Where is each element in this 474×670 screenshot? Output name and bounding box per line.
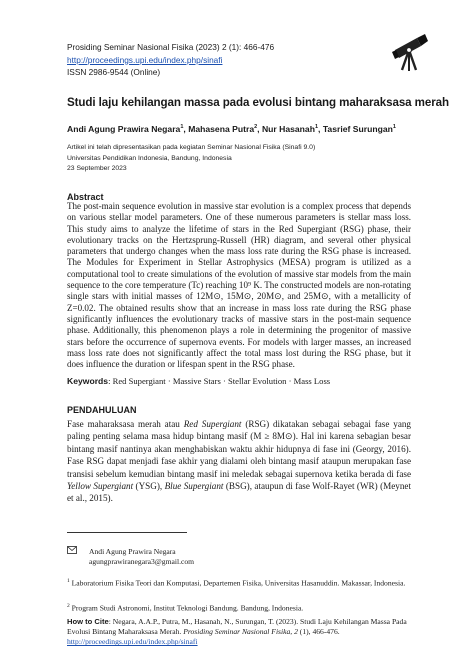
footnote-text: Program Studi Astronomi, Institut Teknologi Bandung. Bandung, Indonesia.	[69, 603, 304, 613]
cite-text: : Negara, A.A.P., Putra, M., Hasanah, N., Surungan, T. (2023). Studi Laju Kehilangan Massa Pada Evolusi Bintang Maharaksasa Merah.	[67, 617, 407, 637]
footnote-divider	[67, 532, 187, 533]
affiliation-mark: 1	[392, 124, 396, 131]
author-name: Tasrief Surungan	[322, 124, 393, 134]
introduction-paragraph	[67, 418, 411, 505]
section-heading: PENDAHULUAN	[67, 405, 137, 415]
intro-text: (RSG) dikatakan sebagai sebagai fase yang paling penting selama masa hidup bintang masif (M ≥ 8M⊙). Hal ini karena sebagian besar bintang masif nantinya akan menghabiskan waktu akhir hidupnya di fase ini (Georgy, 2016). Fase RSG dapat menjadi fase akhir yang dialami oleh bintang masif ataupun merupakan fase transisi sebelum kemudian bintang masif ini meledak sebagai supernova ketika berada di fase	[67, 419, 411, 479]
issn: ISSN 2986-9544 (Online)	[67, 67, 161, 77]
author-name: Mahasena Putra	[188, 124, 255, 134]
intro-text: (YSG),	[133, 481, 165, 492]
telescope-icon	[389, 30, 433, 74]
author-name: Andi Agung Prawira Negara	[67, 124, 181, 134]
affiliation-mark: 1	[180, 124, 184, 131]
presentation-info	[67, 143, 315, 175]
presentation-venue: Universitas Pendidikan Indonesia, Bandung, Indonesia	[67, 154, 232, 162]
how-to-cite	[67, 617, 411, 648]
footnote-affiliation-2	[67, 601, 411, 614]
author-name: Nur Hasanah	[261, 124, 315, 134]
journal-url-link[interactable]: http://proceedings.upi.edu/index.php/sinafi	[67, 54, 223, 65]
keywords	[67, 376, 330, 386]
affiliation-mark: 1	[314, 124, 319, 131]
abstract-heading: Abstract	[67, 192, 104, 202]
correspondent-name: Andi Agung Prawira Negara	[89, 547, 176, 556]
footnote-mark: 2	[67, 603, 70, 609]
intro-term: Yellow Supergiant	[67, 481, 134, 492]
cite-journal: Prosiding Seminar Nasional Fisika, 2	[183, 627, 298, 637]
correspondence	[67, 546, 194, 567]
journal-header	[67, 41, 274, 79]
intro-term: Red Supergiant	[183, 419, 242, 429]
footnote-text: Laboratorium Fisika Teori dan Komputasi, Departemen Fisika, Universitas Hasanuddin. Makassar, Indonesia.	[69, 578, 406, 588]
author-list: Andi Agung Prawira Negara$^1$, Mahasena Putra$^2$, Nur Hasanah$^1$, Tasrief Surungan$^1$	[67, 124, 396, 134]
intro-term: Blue Supergiant	[164, 481, 224, 492]
envelope-icon	[67, 546, 89, 557]
correspondent-email[interactable]: agungprawiranegara3@gmail.com	[89, 557, 195, 567]
cite-label: How to Cite	[67, 617, 109, 626]
journal-citation: Prosiding Seminar Nasional Fisika (2023) 2 (1): 466-476	[67, 42, 275, 52]
footnote-mark: 1	[67, 578, 70, 584]
keywords-list: : Red Supergiant · Massive Stars · Stellar Evolution · Mass Loss	[108, 376, 331, 386]
cite-pages: (1), 466-476.	[297, 627, 340, 637]
intro-text: Fase maharaksasa merah atau	[67, 419, 184, 429]
paper-title: Studi laju kehilangan massa pada evolusi bintang maharaksasa merah	[67, 96, 449, 109]
footnote-affiliation-1	[67, 576, 411, 589]
cite-url-link[interactable]: http://proceedings.upi.edu/index.php/sinafi	[67, 637, 198, 647]
intro-text: (BSG), ataupun di fase Wolf-Rayet (WR) (Meynet et al., 2015).	[67, 481, 412, 504]
presentation-date: 23 September 2023	[67, 165, 127, 172]
affiliation-mark: 2	[254, 124, 258, 131]
abstract-text: The post-main sequence evolution in massive star evolution is a complex process that depends on various stellar model parameters. One of these numerous parameters is stellar mass loss. This study aims to analyze the lifetime of stars in the Red Supergiant (RSG) phase, their evolutionary tracks on the Hertzsprung-Russell (HR) diagram, and several other physical parameters that undergo changes when the mass loss rate during the RSG phase is increased. The Modules for Experiment in Stellar Astrophysics (MESA) program is utilized as a computational tool to create simulations of the evolution of massive star models from the main sequence to the core temperature (Tc) reaching 10⁹ K. The constructed models are non-rotating single stars with initial masses of 12M⊙, 15M⊙, 20M⊙, and 25M⊙, with a metallicity of Z=0.02. The obtained results show that an increase in mass loss rate during the RSG phase significantly influences the evolutionary tracks of massive stars in the post-main sequence phase. Additionally, this phenomenon plays a role in determining the progenitor of massive stars before the occurrence of supernova events. For models with larger masses, an increased mass loss rate does not significantly affect the total mass lost during the RSG phase, but it does influence the duration or lifespan spent in the RSG phase.	[67, 201, 411, 370]
presentation-line: Artikel ini telah dipresentasikan pada kegiatan Seminar Nasional Fisika (Sinafi 9.0)	[67, 144, 316, 151]
keywords-label: Keywords	[67, 376, 109, 386]
